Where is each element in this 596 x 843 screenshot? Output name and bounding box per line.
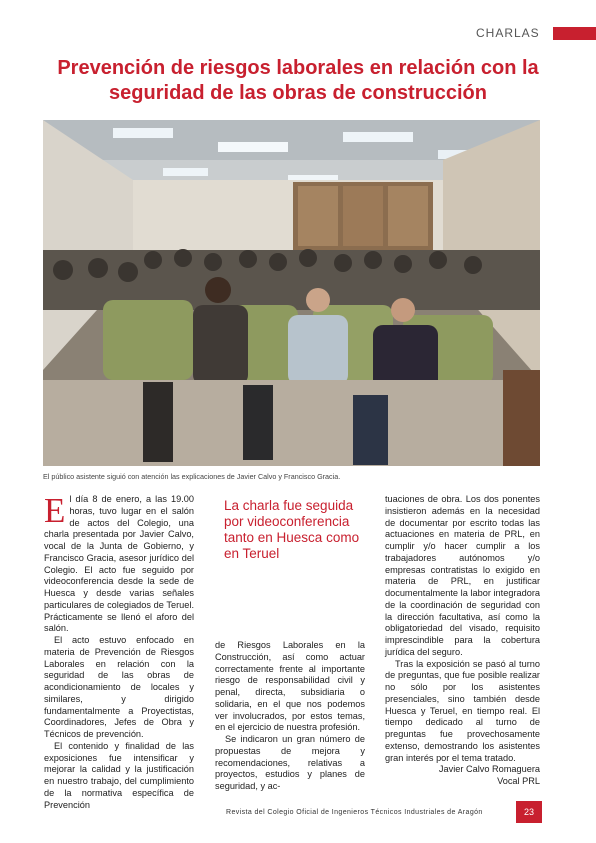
article-title: Prevención de riesgos laborales en relación con la seguridad de las obras de construcción xyxy=(57,57,539,104)
section-accent-bar xyxy=(553,27,596,40)
paragraph: Se indicaron un gran número de propuestas de mejora y recomendaciones, relativas a proyectos, estudios y planes de seguridad, y ac- xyxy=(215,734,365,791)
paragraph-text: l día 8 de enero, a las 19.00 horas, tuvo lugar en el salón de actos del Colegio, una charla presentada por Javier Calvo, vocal de la Junta de Gobierno, y Francisco Gracia, asesor jurídico del Colegio. El acto fue seguido por videoconferencia desde la sede de Huesca y desde varias señales particulares de colegiados de Teruel. Prácticamente se llenó el aforo del salón. xyxy=(44,494,194,634)
section-label: CHARLAS xyxy=(476,26,540,40)
article-column-2 xyxy=(215,640,365,793)
paragraph: de Riesgos Laborales en la Construcción, así como actuar correctamente frente al importante riesgo de responsabilidad civil y penal, directa, subsidiaria o solidaria, en el que nos podemos ver involucrados, por estos temas, en el ejercicio de nuestra profesión. xyxy=(215,640,365,733)
paragraph: Tras la exposición se pasó al turno de preguntas, que fue posible realizar no sólo por los asistentes presenciales, sino también desde Huesca y Teruel, en tiempo real. El tiempo dedicado al turno de preguntas fue provechosamente extenso, demostrando los asistentes gran interés por el tema tratado. xyxy=(385,658,540,763)
author-role: Vocal PRL xyxy=(497,776,540,786)
drop-cap: E xyxy=(44,491,66,530)
article-column-1 xyxy=(44,491,194,811)
photo-caption: El público asistente siguió con atención las explicaciones de Javier Calvo y Francisco Gracia. xyxy=(43,472,341,481)
audience-photo xyxy=(43,120,540,466)
journal-footer: Revista del Colegio Oficial de Ingenieros Técnicos Industriales de Aragón xyxy=(226,809,483,816)
paragraph: tuaciones de obra. Los dos ponentes insistieron además en la necesidad de documentar por escrito todas las actuaciones en materia de PRL, en cumplir y/o hacer cumplir a los trabajadores autónomos y/o empresas contratistas lo exigido en materia de PRL, en justificar documentalmente la labor integradora de la coordinación de seguridad con la dirección facultativa, así como la obligatoriedad del visado, requisito imprescindible para la cobertura jurídica del seguro. xyxy=(385,494,540,657)
paragraph xyxy=(44,491,194,635)
paragraph: El contenido y finalidad de las exposiciones fue intensificar y mejorar la calidad y la justificación en nuestro trabajo, del cumplimiento de la normativa específica de Prevención xyxy=(44,740,194,810)
author-name: Javier Calvo Romaguera xyxy=(438,764,540,775)
paragraph: El acto estuvo enfocado en materia de Prevención de Riesgos Laborales en relación con la seguridad de las obras de acondicionamiento de locales y similares, y dirigido fundamentalmente a Proyectistas, Coordinadores, Jefes de Obra y Técnicos de prevención. xyxy=(44,635,194,739)
page-number: 23 xyxy=(516,801,542,823)
pull-quote: La charla fue seguida por videoconferencia tanto en Huesca como en Teruel xyxy=(224,498,360,561)
article-column-3 xyxy=(385,494,540,788)
audience-photo-illustration xyxy=(43,120,540,466)
